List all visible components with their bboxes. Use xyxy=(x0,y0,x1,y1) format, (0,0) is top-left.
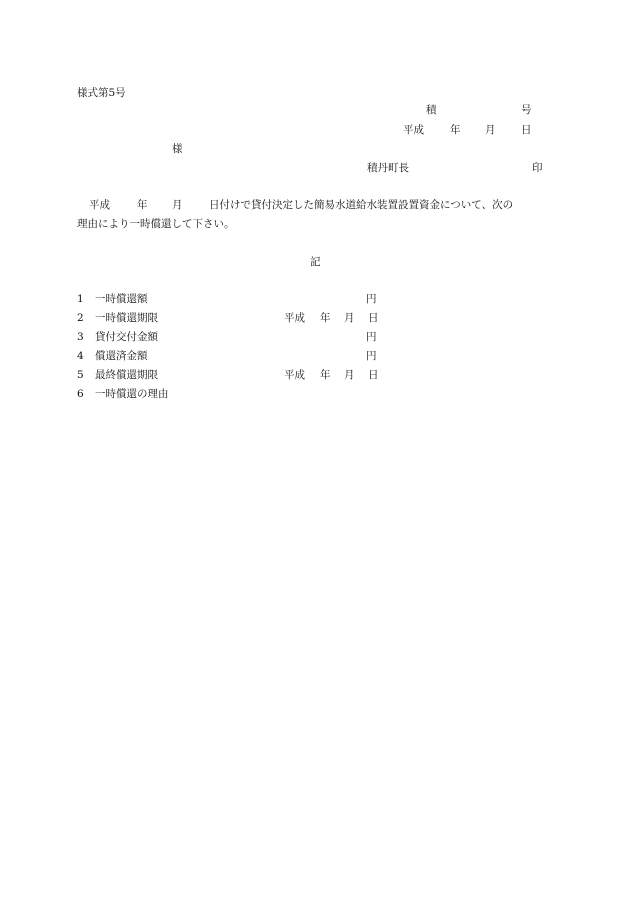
date-year: 年 xyxy=(450,124,461,136)
addressee-suffix: 様 xyxy=(172,143,183,155)
item-label: 一時償還期限 xyxy=(95,312,158,324)
item-number: 3 xyxy=(77,331,84,343)
date-day: 日 xyxy=(521,124,532,136)
item-label: 最終償還期限 xyxy=(95,369,158,381)
item-label: 貸付交付金額 xyxy=(95,331,158,343)
item-number: 1 xyxy=(77,293,84,305)
item-number: 2 xyxy=(77,312,84,324)
item-label: 一時償還の理由 xyxy=(95,388,169,400)
item-number: 4 xyxy=(77,350,84,362)
item-era: 平成 xyxy=(284,369,305,381)
body-text-line2: 理由により一時償還して下さい。 xyxy=(77,218,235,230)
item-number: 5 xyxy=(77,369,84,381)
item-label: 償還済金額 xyxy=(95,350,148,362)
body-text-line1: 日付けで貸付決定した簡易水道給水装置設置資金について、次の xyxy=(209,199,514,211)
seal-mark: 印 xyxy=(532,162,543,174)
number-go-label: 号 xyxy=(521,104,532,116)
item-month: 月 xyxy=(344,312,355,324)
item-label: 一時償還額 xyxy=(95,293,148,305)
date-month: 月 xyxy=(485,124,496,136)
item-month: 月 xyxy=(344,369,355,381)
sender-title: 積丹町長 xyxy=(367,162,409,174)
item-day: 日 xyxy=(368,312,379,324)
item-unit: 円 xyxy=(366,331,377,343)
body-year: 年 xyxy=(137,199,148,211)
body-era: 平成 xyxy=(89,199,110,211)
form-label: 様式第5号 xyxy=(77,87,126,99)
item-day: 日 xyxy=(368,369,379,381)
number-seki-label: 積 xyxy=(426,104,437,116)
ki-heading: 記 xyxy=(310,256,321,268)
item-unit: 円 xyxy=(366,293,377,305)
body-month: 月 xyxy=(172,199,183,211)
item-unit: 円 xyxy=(366,350,377,362)
item-number: 6 xyxy=(77,388,84,400)
item-year: 年 xyxy=(320,312,331,324)
item-era: 平成 xyxy=(284,312,305,324)
item-year: 年 xyxy=(320,369,331,381)
date-era: 平成 xyxy=(403,124,424,136)
